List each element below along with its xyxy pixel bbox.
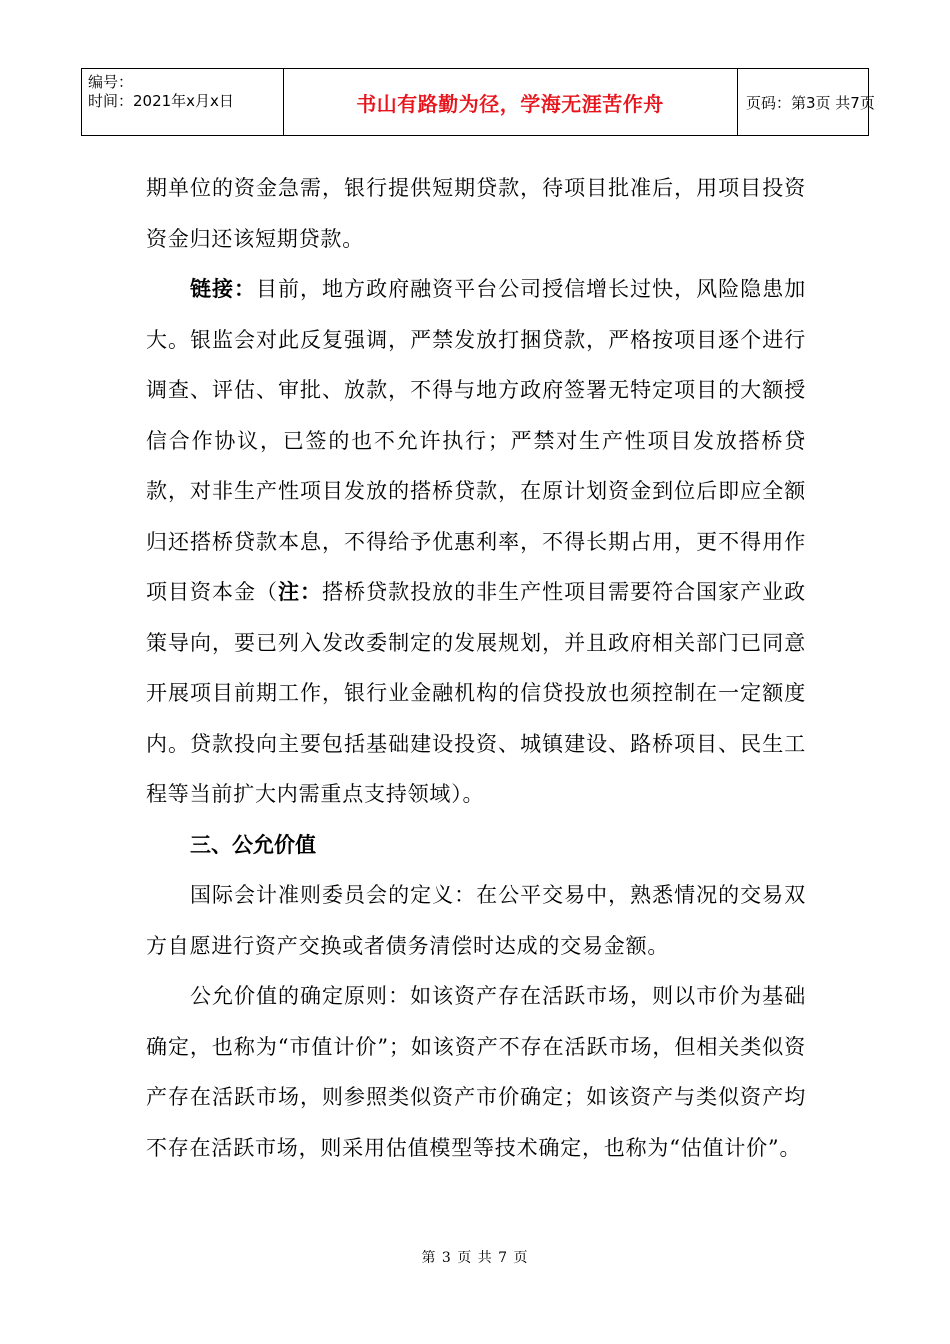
paragraph-link (146, 264, 806, 820)
header-info-cell (82, 69, 284, 135)
document-time-label: 时间：2021年x月x日 (88, 92, 234, 110)
section-title-fair-value: 三、公允价值 (190, 832, 316, 857)
paragraph-principles: 公允价值的确定原则：如该资产存在活跃市场，则以市价为基础确定，也称为“市值计价”；如该资产不存在活跃市场，但相关类似资产存在活跃市场，则参照类似资产市价确定；如该资产与类似资产均不存在活跃市场，则采用估值模型等技术确定，也称为“估值计价”。 (146, 984, 806, 1160)
header-motto: 书山有路勤为径，学海无涯苦作舟 (356, 91, 664, 116)
page-header (81, 68, 875, 136)
page-footer: 第 3 页 共 7 页 (421, 1250, 529, 1266)
note-label: 注： (278, 580, 323, 604)
header-page-code: 页码：第3页 共7页 (746, 93, 875, 112)
paragraph-definition: 国际会计准则委员会的定义：在公平交易中，熟悉情况的交易双方自愿进行资产交换或者债务清偿时达成的交易金额。 (146, 883, 806, 958)
link-text: 目前，地方政府融资平台公司授信增长过快，风险隐患加大。银监会对此反复强调，严禁发放打捆贷款，严格按项目逐个进行调查、评估、审批、放款，不得与地方政府签署无特定项目的大额授信合作协议，已签的也不允许执行；严禁对生产性项目发放搭桥贷款，对非生产性项目发放的搭桥贷款，在原计划资金到位后即应全额归还搭桥贷款本息，不得给予优惠利率，不得长期占用，更不得用作项目资本金（ (146, 277, 807, 604)
header-page-cell (737, 69, 875, 135)
paragraph-continuation: 期单位的资金急需，银行提供短期贷款，待项目批准后，用项目投资资金归还该短期贷款。 (146, 176, 806, 251)
note-text: 搭桥贷款投放的非生产性项目需要符合国家产业政策导向，要已列入发改委制定的发展规划，并且政府相关部门已同意开展项目前期工作，银行业金融机构的信贷投放也须控制在一定额度内。贷款投向主要包括基础建设投资、城镇建设、路桥项目、民生工程等当前扩大内需重点支持领域）。 (146, 580, 806, 806)
link-label: 链接： (190, 277, 257, 301)
header-motto-cell (283, 69, 738, 135)
document-number-label: 编号： (88, 73, 134, 91)
document-body (146, 163, 806, 1173)
